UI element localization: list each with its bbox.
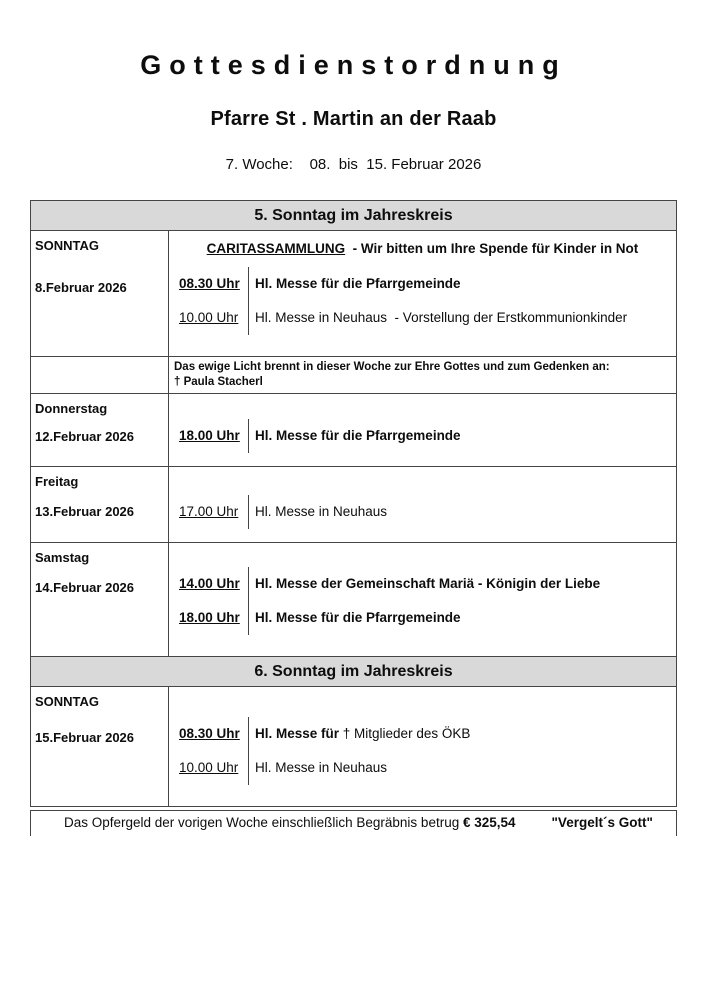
- schedule-table: [30, 200, 677, 807]
- mass-time: [169, 601, 248, 635]
- thanks-text: "Vergelt´s Gott": [551, 815, 653, 830]
- memorial-line-2: † Paula Stacherl: [174, 376, 263, 388]
- content-cell: [169, 543, 676, 656]
- offering-text: Das Opfergeld der vorigen Woche einschließlich Begräbnis betrug: [64, 815, 463, 830]
- table-row-sunday-1: [31, 231, 676, 357]
- mass-description-bold-part: Hl. Messe für: [255, 726, 343, 741]
- mass-description: Hl. Messe der Gemeinschaft Mariä - Königin der Liebe: [248, 567, 676, 601]
- mass-description: Hl. Messe für die Pfarrgemeinde: [248, 267, 676, 301]
- day-label: SONNTAG: [35, 694, 100, 709]
- day-label: SONNTAG: [35, 238, 100, 253]
- mass-description: Hl. Messe für die Pfarrgemeinde: [248, 601, 676, 635]
- content-cell: [169, 687, 676, 806]
- content-cell: [169, 394, 676, 466]
- mass-time-text: 14.00 Uhr: [179, 576, 240, 591]
- day-cell: [31, 394, 169, 466]
- offering-footer: [30, 810, 677, 836]
- mass-description: Hl. Messe in Neuhaus: [248, 495, 676, 529]
- table-row-friday: [31, 467, 676, 543]
- table-row-saturday: [31, 543, 676, 657]
- content-cell: [169, 357, 676, 393]
- mass-time: [169, 419, 248, 453]
- mass-time-text: 08.30 Uhr: [179, 276, 240, 291]
- day-cell: [31, 231, 169, 356]
- memorial-line-1: Das ewige Licht brennt in dieser Woche zur Ehre Gottes und zum Gedenken an:: [174, 361, 610, 373]
- date-label: 13.Februar 2026: [35, 504, 135, 519]
- offering-amount: € 325,54: [462, 815, 516, 830]
- mass-description: Hl. Messe in Neuhaus - Vorstellung der Erstkommunionkinder: [248, 301, 676, 335]
- mass-description: Hl. Messe für die Pfarrgemeinde: [248, 419, 676, 453]
- section-header-5th-sunday: 5. Sonntag im Jahreskreis: [31, 201, 676, 231]
- mass-time: [169, 495, 248, 529]
- table-row-thursday: [31, 394, 676, 467]
- day-cell: [31, 467, 169, 542]
- mass-time: [169, 751, 248, 785]
- date-label: 12.Februar 2026: [35, 429, 135, 444]
- day-cell: [31, 543, 169, 656]
- mass-time-text: 18.00 Uhr: [179, 610, 240, 625]
- date-label: 15.Februar 2026: [35, 730, 135, 745]
- caritas-note-rest: - Wir bitten um Ihre Spende für Kinder in Not: [345, 241, 639, 256]
- mass-entries: [169, 567, 676, 635]
- day-cell: [31, 687, 169, 806]
- parish-name: Pfarre St . Martin an der Raab: [210, 108, 497, 130]
- mass-description-regular-part: † Mitglieder des ÖKB: [342, 726, 471, 741]
- day-label: Donnerstag: [35, 401, 108, 416]
- mass-time: [169, 267, 248, 301]
- mass-time-text: 08.30 Uhr: [179, 726, 240, 741]
- page-title: Gottesdienstordnung: [140, 50, 567, 80]
- content-cell: [169, 231, 676, 356]
- date-label: 14.Februar 2026: [35, 580, 135, 595]
- mass-time-text: 17.00 Uhr: [179, 504, 239, 519]
- day-label: Samstag: [35, 550, 90, 565]
- mass-time-text: 10.00 Uhr: [179, 310, 239, 325]
- mass-entries: [169, 267, 676, 335]
- table-row-eternal-light: [31, 357, 676, 394]
- memorial-note: [169, 357, 676, 390]
- day-label: Freitag: [35, 474, 79, 489]
- table-row-sunday-2: [31, 687, 676, 806]
- week-line: 7. Woche: 08. bis 15. Februar 2026: [225, 156, 482, 173]
- mass-description: Hl. Messe in Neuhaus: [248, 751, 676, 785]
- mass-time-text: 18.00 Uhr: [179, 428, 240, 443]
- mass-entries: [169, 717, 676, 785]
- caritas-note-line: [169, 231, 676, 257]
- section-header-6th-sunday: 6. Sonntag im Jahreskreis: [31, 657, 676, 687]
- mass-time-text: 10.00 Uhr: [179, 760, 239, 775]
- mass-entries: [169, 419, 676, 453]
- day-cell-empty: [31, 357, 169, 393]
- date-label: 8.Februar 2026: [35, 280, 127, 295]
- mass-description: [248, 717, 676, 751]
- mass-time: [169, 717, 248, 751]
- mass-entries: [169, 495, 676, 529]
- content-cell: [169, 467, 676, 542]
- mass-time: [169, 567, 248, 601]
- mass-time: [169, 301, 248, 335]
- caritas-underlined-text: CARITASSAMMLUNG: [206, 241, 346, 256]
